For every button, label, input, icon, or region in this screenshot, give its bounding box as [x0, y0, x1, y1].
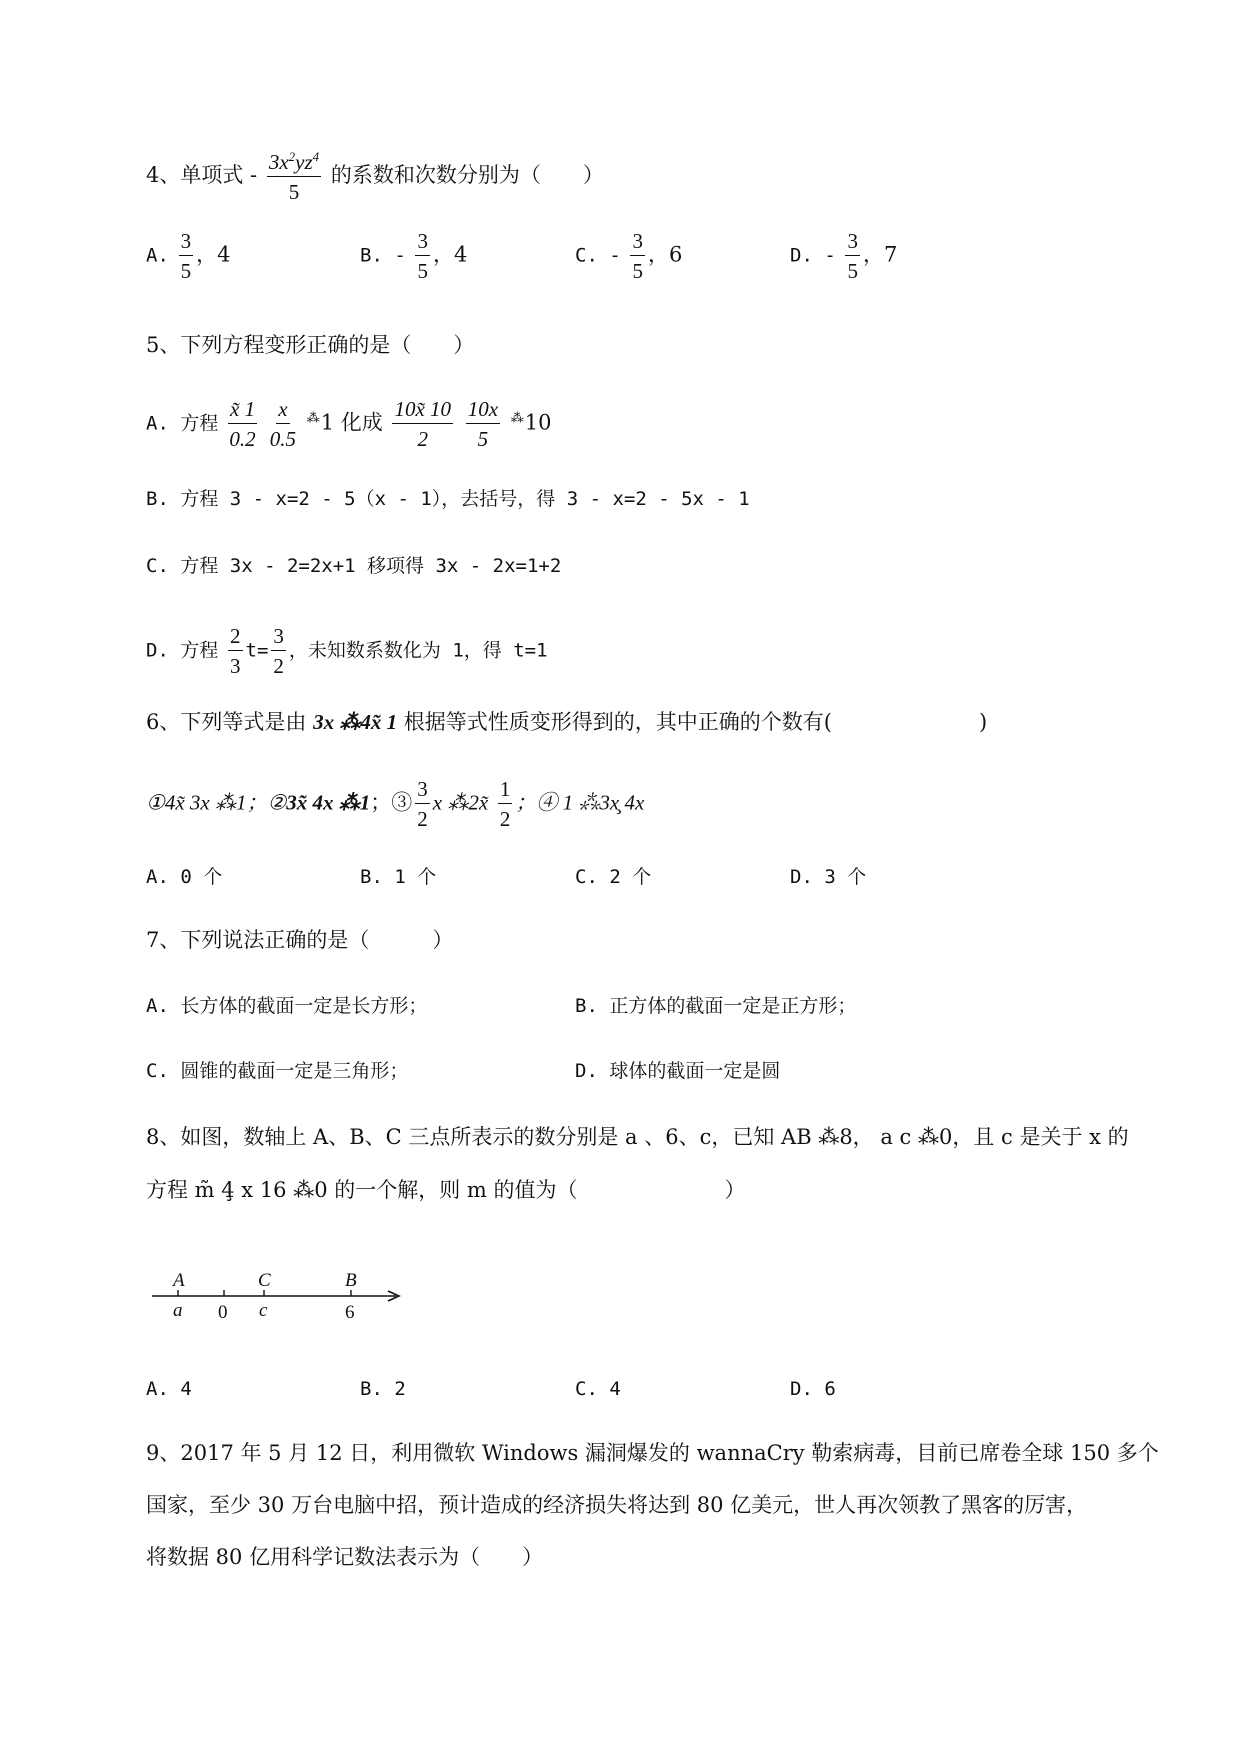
q6-option-d[interactable]: D. 3 个 [790, 866, 867, 888]
q4-option-b[interactable]: B. - $\frac{3}{5}$ ，4 [360, 229, 468, 284]
q7-option-d[interactable]: D. 球体的截面一定是圆 [575, 1060, 781, 1082]
q8-option-d[interactable]: D. 6 [790, 1378, 836, 1400]
q4-prefix: 4、单项式 - [146, 163, 258, 188]
q6-stem: 6、下列等式是由 3x ⁂4x̃ 1 根据等式性质变形得到的，其中正确的个数有( ) [146, 710, 988, 734]
q4-stem [146, 150, 604, 203]
q6-option-b[interactable]: B. 1 个 [360, 866, 437, 888]
q7-option-b[interactable]: B. 正方体的截面一定是正方形； [575, 995, 857, 1017]
point-label-a: A [173, 1270, 185, 1291]
q6-option-a[interactable]: A. 0 个 [146, 866, 223, 888]
tick-label-a: a [173, 1300, 183, 1321]
number-line-figure [148, 1262, 408, 1322]
q9-stem-line1: 9、2017 年 5 月 12 日，利用微软 Windows 漏洞爆发的 wannaCry 勒索病毒，目前已席卷全球 150 多个 [146, 1441, 1159, 1465]
q5-option-d[interactable]: D. 方程 $\frac{2}{3}$ t= $\frac{3}{2}$ ，未知数系数化为 1，得 t=1 [146, 624, 548, 679]
q4-option-c[interactable]: C. - $\frac{3}{5}$ ，6 [575, 229, 683, 284]
q4-option-a[interactable]: A. $\frac{3}{5}$ ，4 [146, 229, 231, 284]
q9-stem-line2: 国家，至少 30 万台电脑中招，预计造成的经济损失将达到 80 亿美元，世人再次领教了黑客的厉害， [146, 1493, 1088, 1517]
q5-option-a[interactable]: A. 方程 $\frac{x̃ 1}{0.2}$ $\frac{x}{0.5}$ ⁂1 化成 $\frac{10x̃ 10}{2}$ $\frac{10x}{5}$ ⁂10 [146, 397, 552, 452]
q8-option-b[interactable]: B. 2 [360, 1378, 406, 1400]
q8-stem-line2: 方程 m̃ 4̧ x 16 ⁂0 的一个解，则 m 的值为（ ） [146, 1178, 746, 1202]
q8-stem-line1: 8、如图，数轴上 A、B、C 三点所表示的数分别是 a 、6、c，已知 AB ⁂8， a c ⁂0，且 c 是关于 x 的 [146, 1125, 1129, 1149]
q5-option-b[interactable]: B. 方程 3 - x=2 - 5（x - 1），去括号，得 3 - x=2 - 5x - 1 [146, 488, 750, 510]
q8-option-a[interactable]: A. 4 [146, 1378, 192, 1400]
q6-option-c[interactable]: C. 2 个 [575, 866, 652, 888]
q6-items: ①4x̃ 3x ⁂1；②3x̃ 4x ⁂1；③ $\frac{3}{2}$ x ⁂2x̃ $\frac{1}{2}$ ；④ 1 ⁂3x̧ 4x [146, 777, 645, 832]
q5-stem: 5、下列方程变形正确的是（ ） [146, 333, 475, 357]
q4-monomial-fraction: $\frac{3x^2yz^4}{5}$ [268, 149, 320, 205]
q7-option-a[interactable]: A. 长方体的截面一定是长方形； [146, 995, 428, 1017]
tick-label-6: 6 [345, 1302, 355, 1322]
q9-stem-line3: 将数据 80 亿用科学记数法表示为（ ） [146, 1545, 544, 1569]
q7-option-c[interactable]: C. 圆锥的截面一定是三角形； [146, 1060, 409, 1082]
point-label-b: B [345, 1270, 357, 1291]
tick-label-0: 0 [218, 1302, 228, 1322]
q6-equation: 3x ⁂4x̃ 1 [313, 710, 398, 734]
point-label-c: C [258, 1270, 271, 1291]
q8-option-c[interactable]: C. 4 [575, 1378, 621, 1400]
tick-label-c: c [259, 1300, 268, 1321]
q7-stem: 7、下列说法正确的是（ ） [146, 928, 454, 952]
q4-option-d[interactable]: D. - $\frac{3}{5}$ ，7 [790, 229, 898, 284]
q5-option-c[interactable]: C. 方程 3x - 2=2x+1 移项得 3x - 2x=1+2 [146, 555, 562, 577]
q4-suffix: 的系数和次数分别为（ ） [330, 163, 604, 188]
